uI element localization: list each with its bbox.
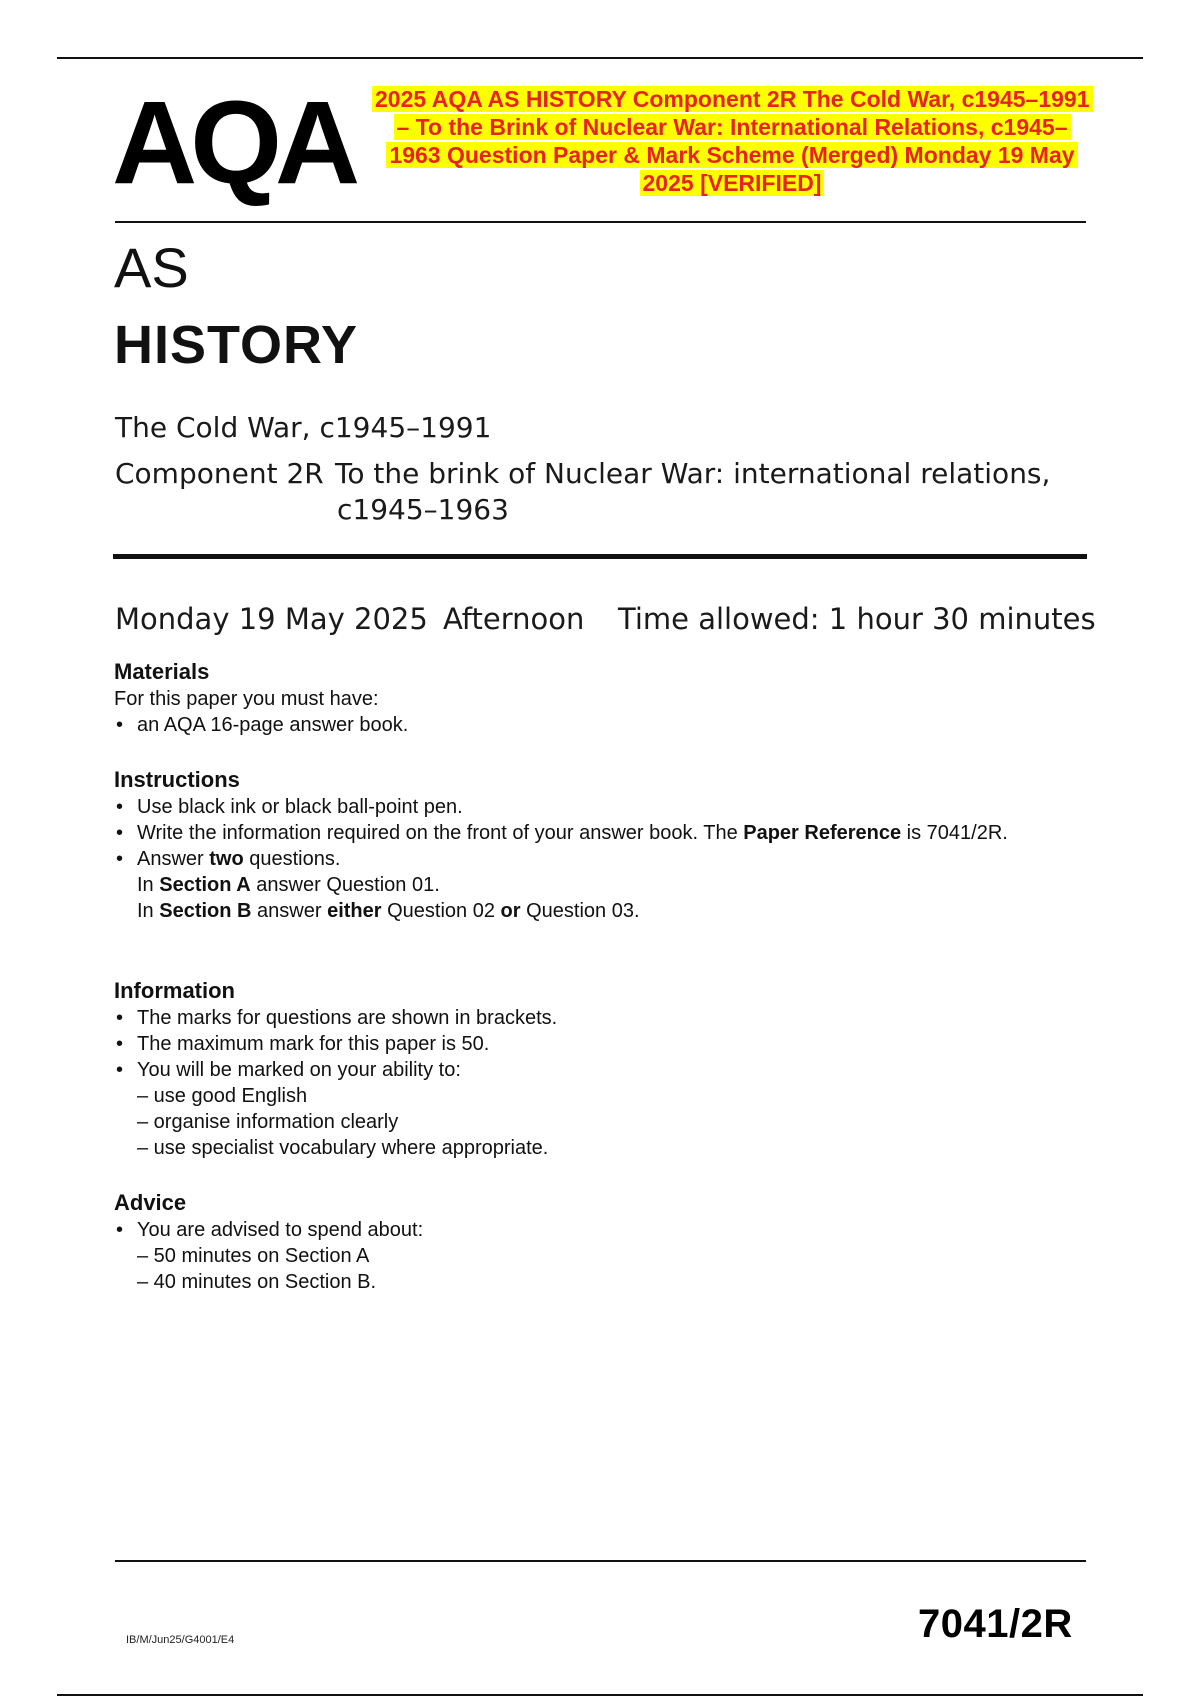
instruction-text: Answer — [137, 848, 210, 870]
instructions-section — [114, 766, 1074, 924]
instruction-subline: In Section A answer Question 01. — [137, 874, 440, 896]
advice-heading: Advice — [114, 1190, 187, 1215]
advice-section — [114, 1189, 1074, 1295]
time-allowed: Time allowed: 1 hour 30 minutes — [618, 602, 1096, 636]
information-list — [114, 1005, 1074, 1161]
course-title: The Cold War, c1945–1991 — [115, 411, 492, 444]
section-b-label: Section B — [159, 900, 252, 922]
instruction-text: questions. — [243, 848, 341, 870]
information-heading: Information — [114, 978, 235, 1003]
materials-intro: For this paper you must have: — [114, 688, 379, 710]
component-label: Component 2R — [115, 457, 324, 490]
instructions-item: • Use black ink or black ball-point pen. — [114, 794, 1074, 820]
instructions-item — [114, 846, 1074, 924]
print-code: IB/M/Jun25/G4001/E4 — [126, 1634, 235, 1646]
paper-reference-label: Paper Reference — [743, 822, 902, 844]
information-section — [114, 977, 1074, 1161]
top-border-rule — [57, 57, 1143, 59]
paper-reference-code: 7041/2R — [918, 1602, 1073, 1646]
bottom-border-rule — [57, 1694, 1143, 1696]
qualification-level: AS — [114, 236, 189, 299]
materials-list — [114, 712, 1074, 738]
footer-rule — [115, 1560, 1086, 1562]
title-thick-rule — [113, 554, 1087, 559]
section-a-label: Section A — [159, 874, 251, 896]
advice-subitem: – 40 minutes on Section B. — [137, 1271, 377, 1293]
advice-subitem: – 50 minutes on Section A — [137, 1245, 370, 1267]
instructions-item — [114, 820, 1037, 846]
materials-heading: Materials — [114, 659, 210, 684]
information-subitem: – use specialist vocabulary where appropriate. — [137, 1137, 549, 1159]
information-subitem: – use good English — [137, 1085, 308, 1107]
component-title-line2: c1945–1963 — [337, 493, 509, 526]
exam-date: Monday 19 May 2025 — [115, 602, 428, 636]
instructions-heading: Instructions — [114, 767, 240, 792]
materials-section — [114, 658, 1074, 738]
document-banner-title — [372, 85, 1092, 197]
emphasis-or: or — [500, 900, 521, 922]
component-title-line1: To the brink of Nuclear War: international relations, — [335, 457, 1051, 490]
information-item: • You will be marked on your ability to: – use good English – organise information clearly – use specialist vocabulary where appropriate. — [114, 1057, 1074, 1161]
instruction-text: Write the information required on the front of your answer book. The — [137, 822, 744, 844]
advice-item: • You are advised to spend about: – 50 minutes on Section A – 40 minutes on Section B. — [114, 1217, 1074, 1295]
information-item: • The marks for questions are shown in brackets. — [114, 1005, 1074, 1031]
emphasis-either: either — [327, 900, 382, 922]
instruction-text: is 7041/2R. — [901, 822, 1008, 844]
information-item: • The maximum mark for this paper is 50. — [114, 1031, 1074, 1057]
exam-time-of-day: Afternoon — [443, 602, 585, 636]
aqa-logo: AQA — [112, 77, 354, 209]
materials-item: • an AQA 16-page answer book. — [114, 712, 1074, 738]
header-rule — [115, 221, 1086, 223]
instructions-list — [114, 794, 1074, 924]
subject-title: HISTORY — [114, 315, 359, 375]
emphasis-two: two — [209, 848, 244, 870]
instruction-subline: In Section B answer either Question 02 or Question 03. — [137, 900, 640, 922]
advice-list — [114, 1217, 1074, 1295]
banner-text: 2025 AQA AS HISTORY Component 2R The Cold War, c1945–1991 – To the Brink of Nuclear War: International Relations, c1945–1963 Question Paper & Mark Scheme (Merged) Monday 19 May 2025 [VERIFIED] — [372, 86, 1093, 196]
information-subitem: – organise information clearly — [137, 1111, 399, 1133]
